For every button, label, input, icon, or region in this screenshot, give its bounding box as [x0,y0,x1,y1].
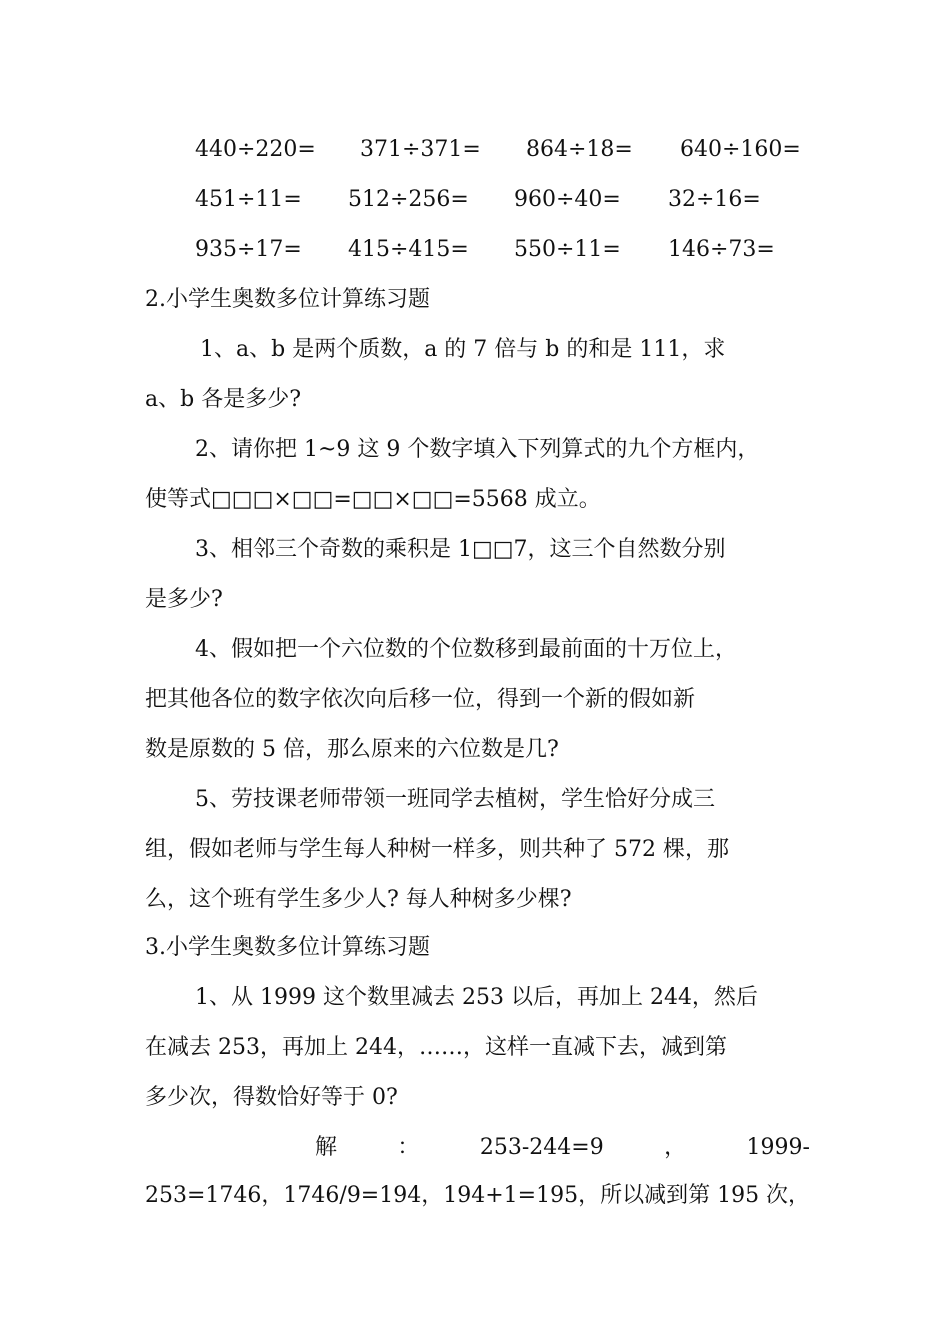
problem-text: 使等式□□□×□□=□□×□□=5568 成立。 [145,487,601,512]
problem-text: 组，假如老师与学生每人种树一样多，则共种了 572 棵，那 [145,837,729,862]
equation-row [0,180,950,220]
equation-row [0,130,950,170]
solution-word: ， [664,1135,687,1160]
equation: 935÷17= [195,237,302,262]
solution-word: 1999- [746,1135,810,1160]
equation: 451÷11= [195,187,302,212]
problem-text: 3、相邻三个奇数的乘积是 1□□7，这三个自然数分别 [195,537,726,562]
problem-text: 多少次，得数恰好等于 0? [145,1085,398,1110]
problem-text: 2、请你把 1~9 这 9 个数字填入下列算式的九个方框内， [195,437,760,462]
solution-word: ： [397,1135,420,1160]
equation: 960÷40= [514,187,621,212]
equation: 640÷160= [680,137,801,162]
equation: 512÷256= [348,187,469,212]
equation: 415÷415= [348,237,469,262]
problem-text: 1、从 1999 这个数里减去 253 以后，再加上 244，然后 [195,985,758,1010]
equation: 371÷371= [360,137,481,162]
solution-line [315,1128,810,1168]
problem-text: 把其他各位的数字依次向后移一位，得到一个新的假如新 [145,687,696,712]
equation-row [0,230,950,270]
problem-text: 4、假如把一个六位数的个位数移到最前面的十万位上， [195,637,737,662]
section-heading: 3.小学生奥数多位计算练习题 [145,935,430,960]
problem-text: 数是原数的 5 倍，那么原来的六位数是几? [145,737,559,762]
section-heading: 2.小学生奥数多位计算练习题 [145,287,430,312]
equation: 440÷220= [195,137,316,162]
problem-text: a、b 各是多少? [145,387,301,412]
equation: 146÷73= [668,237,775,262]
solution-word: 解 [315,1135,338,1160]
equation: 864÷18= [526,137,633,162]
problem-text: 是多少? [145,587,223,612]
solution-word: 253-244=9 [479,1135,604,1160]
problem-text: 么，这个班有学生多少人? 每人种树多少棵? [145,887,572,912]
problem-text: 在减去 253，再加上 244，……，这样一直减下去，减到第 [145,1035,727,1060]
equation: 550÷11= [514,237,621,262]
problem-text: 1、a、b 是两个质数，a 的 7 倍与 b 的和是 111，求 [200,337,726,362]
problem-text: 5、劳技课老师带领一班同学去植树，学生恰好分成三 [195,787,715,812]
solution-text: 253=1746，1746/9=194，194+1=195，所以减到第 195 次， [145,1183,811,1208]
equation: 32÷16= [668,187,761,212]
